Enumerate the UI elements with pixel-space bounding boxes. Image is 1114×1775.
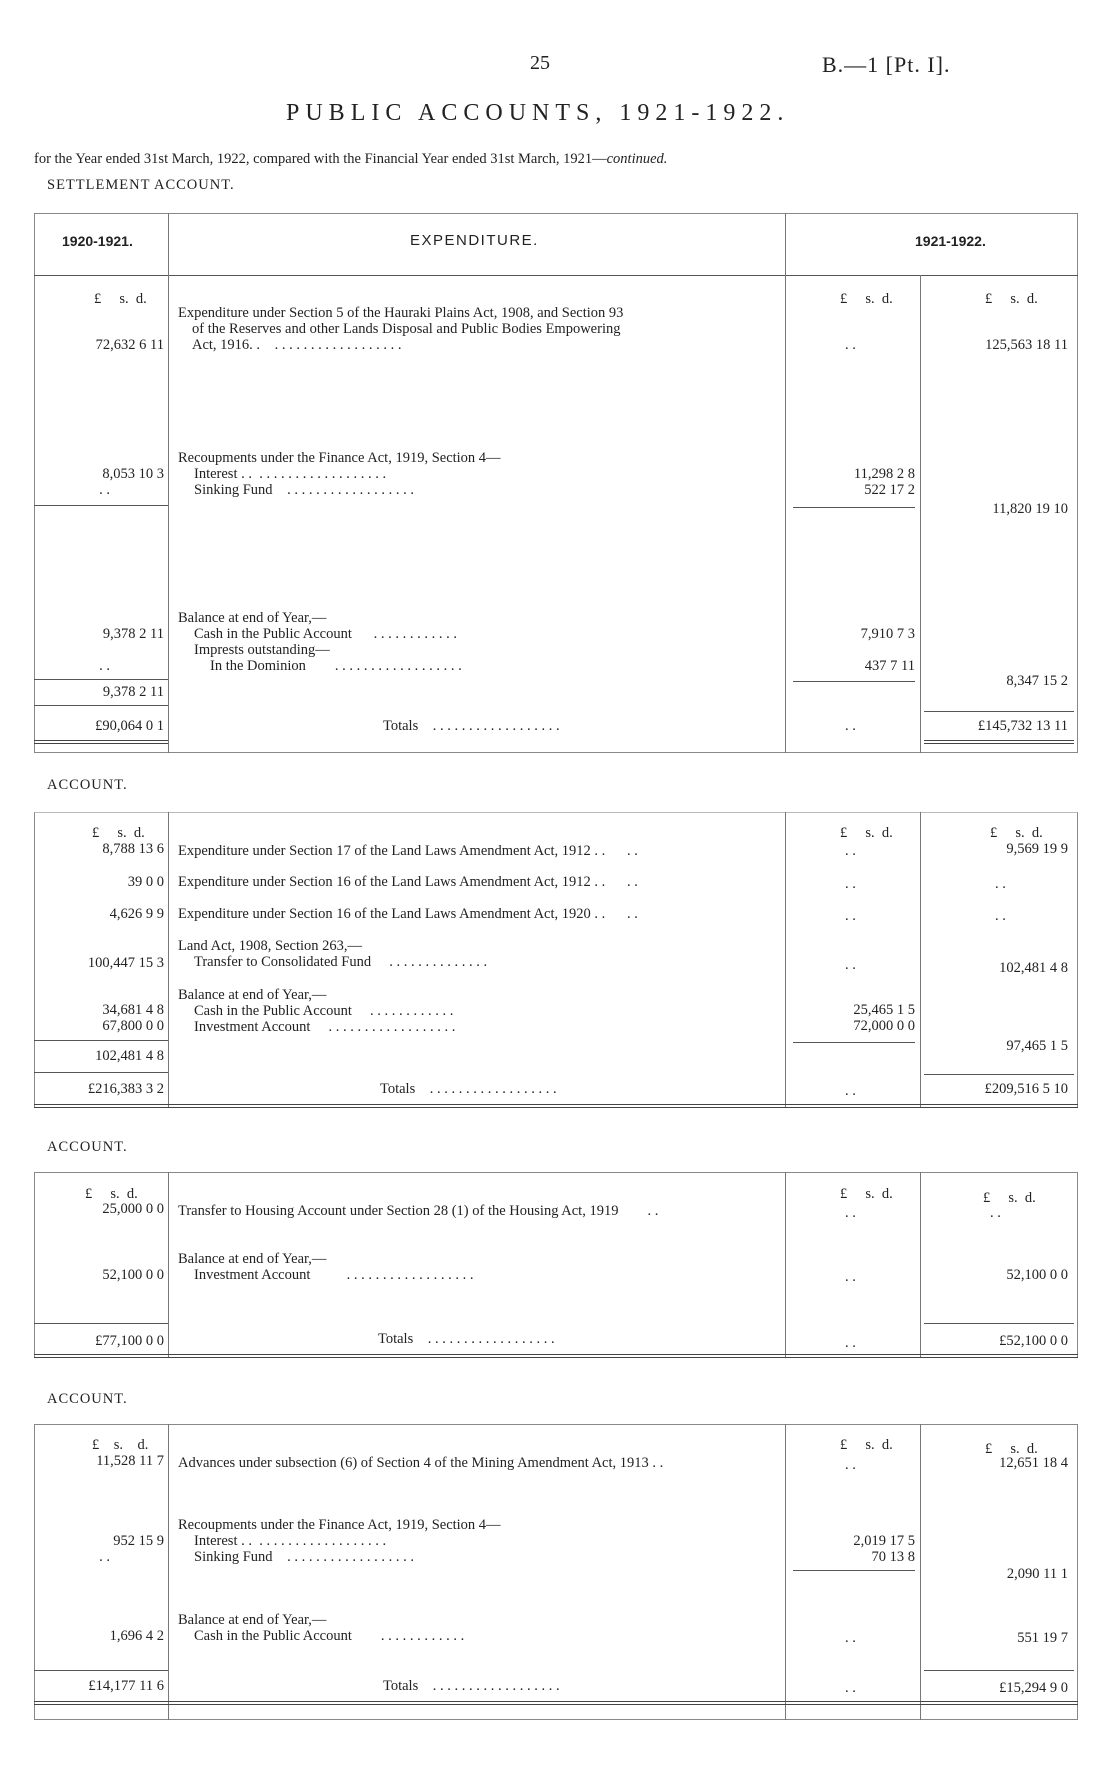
prev-year-value: 11,528 11 7 xyxy=(96,1453,164,1469)
row-rule xyxy=(793,681,915,682)
total-value: 8,347 15 2 xyxy=(1006,673,1068,689)
totals-rule xyxy=(924,1074,1074,1075)
detail-value: 70 13 8 xyxy=(871,1549,915,1565)
section-caption: ACCOUNT. xyxy=(47,1391,128,1407)
table-row-description: Advances under subsection (6) of Section 4 of the Mining Amendment Act, 1913 . . xyxy=(178,1455,664,1471)
detail-total: . . xyxy=(845,1335,856,1351)
currency-header: £ s. d. xyxy=(840,291,893,307)
curr-year-total: £15,294 9 0 xyxy=(999,1680,1068,1696)
prev-year-value: 8,053 10 3 xyxy=(102,466,164,482)
prev-year-value: 72,632 6 11 xyxy=(95,337,164,353)
column-divider xyxy=(920,1172,921,1358)
totals-label: Totals . . . . . . . . . . . . . . . . . . xyxy=(380,1081,557,1097)
row-rule xyxy=(34,679,168,680)
detail-value: . . xyxy=(845,1457,856,1473)
totals-label: Totals . . . . . . . . . . . . . . . . . . xyxy=(383,718,560,734)
detail-value: . . xyxy=(845,843,856,859)
totals-rule xyxy=(924,1670,1074,1671)
detail-value: . . xyxy=(845,1630,856,1646)
detail-value: . . xyxy=(845,1205,856,1221)
totals-rule xyxy=(34,1670,168,1671)
prev-year-value: 1,696 4 2 xyxy=(109,1628,164,1644)
detail-total: . . xyxy=(845,1680,856,1696)
row-rule xyxy=(793,1570,915,1571)
prev-year-value: 52,100 0 0 xyxy=(102,1267,164,1283)
totals-rule xyxy=(34,1323,168,1324)
table-row-description: Balance at end of Year,— Investment Account . . . . . . . . . . . . . . . . . . xyxy=(178,1251,474,1283)
totals-rule xyxy=(924,1323,1074,1324)
prev-year-value: 100,447 15 3 xyxy=(87,955,164,971)
prev-year-total: £14,177 11 6 xyxy=(88,1678,164,1694)
detail-total: . . xyxy=(845,1083,856,1099)
currency-header: £ s. d. xyxy=(840,1437,893,1453)
currency-header: £ s. d. xyxy=(92,1437,149,1453)
total-value: 12,651 18 4 xyxy=(999,1455,1068,1471)
prev-year-total: £216,383 3 2 xyxy=(87,1081,164,1097)
document-reference: B.—1 [Pt. I]. xyxy=(822,52,951,77)
curr-year-total: £145,732 13 11 xyxy=(977,718,1068,734)
table-row-description: Expenditure under Section 17 of the Land Laws Amendment Act, 1912 . . . . xyxy=(178,843,638,859)
page-number: 25 xyxy=(530,52,550,74)
total-value: 52,100 0 0 xyxy=(1006,1267,1068,1283)
header-divider xyxy=(34,275,1078,276)
detail-value: . . xyxy=(845,908,856,924)
total-value: . . xyxy=(990,1205,1001,1221)
total-value: 9,569 19 9 xyxy=(1006,841,1068,857)
curr-year-total: £52,100 0 0 xyxy=(999,1333,1068,1349)
table-row-description: Expenditure under Section 16 of the Land Laws Amendment Act, 1912 . . . . xyxy=(178,874,638,890)
page-subtitle: for the Year ended 31st March, 1922, compared with the Financial Year ended 31st March, 1921—continued. xyxy=(34,151,668,167)
total-value: 102,481 4 8 xyxy=(999,960,1068,976)
totals-label: Totals . . . . . . . . . . . . . . . . . . xyxy=(378,1331,555,1347)
table-row-description: Balance at end of Year,— Cash in the Public Account . . . . . . . . . . . . xyxy=(178,1612,465,1644)
prev-year-value: . . xyxy=(99,658,110,674)
table-row-description: Balance at end of Year,— Cash in the Public Account . . . . . . . . . . . . Investment Account . . . . . . . . . . . . . . . . . . xyxy=(178,987,456,1035)
prev-year-value: 67,800 0 0 xyxy=(102,1018,164,1034)
detail-value: 437 7 11 xyxy=(864,658,915,674)
total-value: . . xyxy=(995,876,1006,892)
detail-value: 11,298 2 8 xyxy=(853,466,915,482)
currency-header: £ s. d. xyxy=(985,1441,1038,1457)
table-row-description: Land Act, 1908, Section 263,— Transfer to Consolidated Fund . . . . . . . . . . . . . . xyxy=(178,938,488,970)
page-title: PUBLIC ACCOUNTS, 1921-1922. xyxy=(286,100,790,126)
detail-value: . . xyxy=(845,876,856,892)
table-row-description: Expenditure under Section 5 of the Hauraki Plains Act, 1908, and Section 93 of the Reserves and other Lands Disposal and Public Bodies Empowering Act, 1916. . . . . . . . . . . . . . . . . . . . xyxy=(178,305,624,353)
totals-double-rule xyxy=(34,740,168,744)
prev-year-value: 39 0 0 xyxy=(127,874,164,890)
col-header-prev-year: 1920-1921. xyxy=(62,233,133,249)
prev-year-total: £77,100 0 0 xyxy=(95,1333,164,1349)
total-value: 551 19 7 xyxy=(1017,1630,1068,1646)
detail-value: 72,000 0 0 xyxy=(853,1018,915,1034)
prev-year-value: 25,000 0 0 xyxy=(102,1201,164,1217)
section-caption: ACCOUNT. xyxy=(47,1139,128,1155)
detail-value: 522 17 2 xyxy=(864,482,915,498)
table-row-description: Recoupments under the Finance Act, 1919, Section 4— Interest . . . . . . . . . . . . . . . . . . . . Sinking Fund . . . . . . . . . . . . . . . . . . xyxy=(178,450,501,498)
detail-value: . . xyxy=(845,957,856,973)
detail-total: . . xyxy=(845,718,856,734)
column-divider xyxy=(785,1424,786,1720)
total-value: 97,465 1 5 xyxy=(1006,1038,1068,1054)
currency-header: £ s. d. xyxy=(990,825,1043,841)
col-header-curr-year: 1921-1922. xyxy=(915,233,986,249)
section-caption: ACCOUNT. xyxy=(47,777,128,793)
curr-year-total: £209,516 5 10 xyxy=(984,1081,1068,1097)
totals-rule xyxy=(924,711,1074,712)
detail-value: . . xyxy=(845,337,856,353)
column-divider xyxy=(168,213,169,753)
prev-year-total: £90,064 0 1 xyxy=(95,718,164,734)
currency-header: £ s. d. xyxy=(85,1186,138,1202)
currency-header: £ s. d. xyxy=(840,1186,893,1202)
prev-year-value: 9,378 2 11 xyxy=(102,626,164,642)
total-value: 2,090 11 1 xyxy=(1006,1566,1068,1582)
totals-double-rule xyxy=(34,1354,1078,1358)
table-row-description: Transfer to Housing Account under Section 28 (1) of the Housing Act, 1919 . . xyxy=(178,1203,659,1219)
table-row-description: Expenditure under Section 16 of the Land Laws Amendment Act, 1920 . . . . xyxy=(178,906,638,922)
prev-year-value: 8,788 13 6 xyxy=(102,841,164,857)
currency-header: £ s. d. xyxy=(94,291,147,307)
totals-rule xyxy=(34,1072,168,1073)
total-value: . . xyxy=(995,908,1006,924)
column-divider xyxy=(785,1172,786,1358)
prev-year-value: 4,626 9 9 xyxy=(109,906,164,922)
currency-header: £ s. d. xyxy=(985,291,1038,307)
table-row-description: Balance at end of Year,— Cash in the Public Account . . . . . . . . . . . . Imprests outstanding— In the Dominion . . . . . . . . . . . . . . . . . . xyxy=(178,610,462,674)
totals-double-rule xyxy=(924,740,1074,744)
detail-value: . . xyxy=(845,1269,856,1285)
prev-year-value: . . xyxy=(99,1549,110,1565)
row-rule xyxy=(34,1040,168,1041)
totals-double-rule xyxy=(34,1701,1078,1705)
table-row-description: Recoupments under the Finance Act, 1919, Section 4— Interest . . . . . . . . . . . . . . . . . . . . Sinking Fund . . . . . . . . . . . . . . . . . . xyxy=(178,1517,501,1565)
column-divider xyxy=(168,1424,169,1720)
column-divider xyxy=(785,213,786,753)
detail-value: 7,910 7 3 xyxy=(860,626,915,642)
totals-rule xyxy=(34,705,168,706)
total-value: 125,563 18 11 xyxy=(985,337,1068,353)
currency-header: £ s. d. xyxy=(840,825,893,841)
column-divider xyxy=(785,812,786,1108)
col-header-expenditure: EXPENDITURE. xyxy=(410,232,539,249)
prev-year-value: 952 15 9 xyxy=(113,1533,164,1549)
detail-value: 2,019 17 5 xyxy=(853,1533,915,1549)
totals-label: Totals . . . . . . . . . . . . . . . . . . xyxy=(383,1678,560,1694)
section-caption: SETTLEMENT ACCOUNT. xyxy=(47,177,235,193)
row-rule xyxy=(793,507,915,508)
prev-year-value: 102,481 4 8 xyxy=(95,1048,164,1064)
column-divider xyxy=(168,812,169,1108)
totals-double-rule xyxy=(34,1104,1078,1108)
currency-header: £ s. d. xyxy=(92,825,145,841)
prev-year-value: . . xyxy=(99,482,110,498)
prev-year-value: 9,378 2 11 xyxy=(102,684,164,700)
detail-value: 25,465 1 5 xyxy=(853,1002,915,1018)
total-value: 11,820 19 10 xyxy=(992,501,1068,517)
row-rule xyxy=(34,505,168,506)
row-rule xyxy=(793,1042,915,1043)
prev-year-value: 34,681 4 8 xyxy=(102,1002,164,1018)
column-divider xyxy=(168,1172,169,1358)
currency-header: £ s. d. xyxy=(983,1190,1036,1206)
